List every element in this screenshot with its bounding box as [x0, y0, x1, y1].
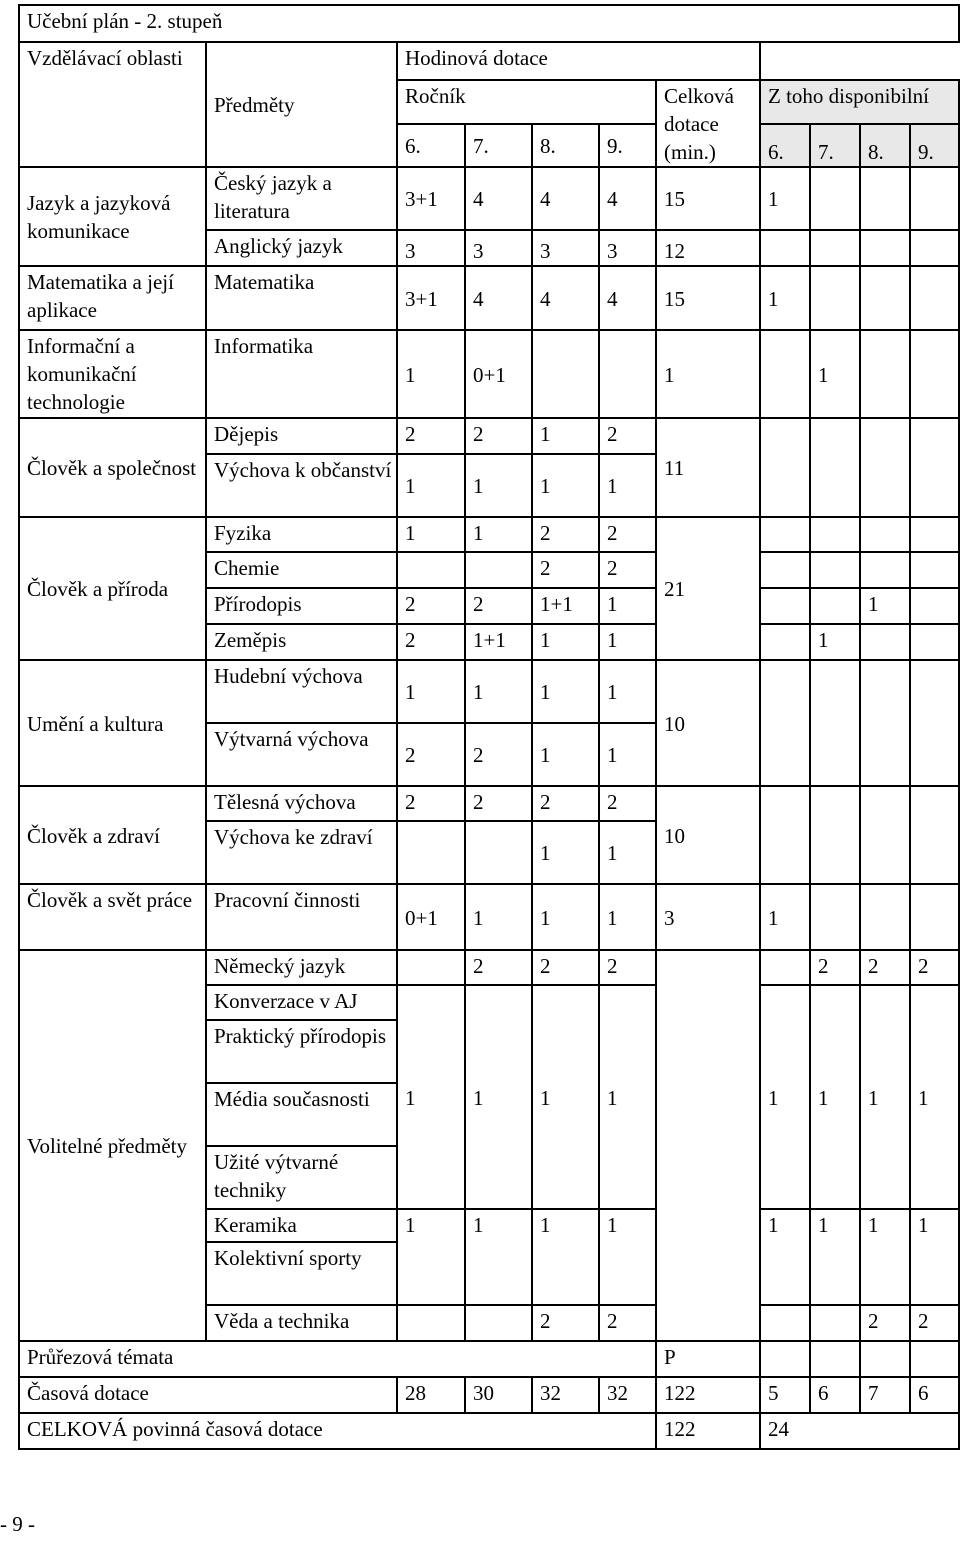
cell: 1	[397, 517, 465, 552]
cell: 2	[397, 786, 465, 821]
subject-english-conversation: Konverzace v AJ	[206, 985, 397, 1020]
cell	[810, 660, 860, 786]
cell-total: 11	[656, 418, 760, 517]
subject-science-tech: Věda a technika	[206, 1305, 397, 1341]
cell-total: 3	[656, 884, 760, 950]
total-disponible-value: 24	[760, 1413, 959, 1449]
subject-health: Výchova ke zdraví	[206, 821, 397, 884]
cell: 1	[599, 454, 656, 517]
page-number: - 9 -	[0, 1512, 35, 1536]
area-ict: Informační a komunikační technologie	[19, 330, 206, 418]
time-allocation-label: Časová dotace	[19, 1377, 397, 1413]
cell-total: 122	[656, 1377, 760, 1413]
cell: 1	[810, 1209, 860, 1305]
subject-civics: Výchova k občanství	[206, 454, 397, 517]
cell: 2	[599, 786, 656, 821]
grade-7: 7.	[465, 124, 532, 168]
cell: 1	[810, 330, 860, 418]
cell: 2	[465, 723, 532, 786]
cell	[760, 588, 810, 624]
cell	[860, 660, 910, 786]
cell	[860, 1341, 910, 1377]
cell: 2	[465, 786, 532, 821]
cell	[910, 418, 959, 517]
cell: 3+1	[397, 167, 465, 230]
cell	[810, 884, 860, 950]
cell: 2	[397, 624, 465, 660]
disp-grade-7: 7.	[810, 124, 860, 168]
cell	[760, 950, 810, 985]
area-nature: Člověk a příroda	[19, 517, 206, 660]
cell: 1	[599, 821, 656, 884]
cell: 1	[810, 985, 860, 1209]
cell	[599, 330, 656, 418]
subject-german: Německý jazyk	[206, 950, 397, 985]
cell: 1	[760, 167, 810, 230]
subject-pe: Tělesná výchova	[206, 786, 397, 821]
cell: 1	[397, 660, 465, 723]
cell	[910, 1341, 959, 1377]
cell	[910, 266, 959, 330]
cell: 2	[599, 552, 656, 588]
cell: 1+1	[465, 624, 532, 660]
cell: 1	[599, 985, 656, 1209]
cell: 1	[760, 884, 810, 950]
cell	[760, 517, 810, 552]
cell: 1	[397, 985, 465, 1209]
cell	[760, 786, 810, 884]
cell: 2	[532, 552, 599, 588]
cell	[810, 418, 860, 517]
cell	[860, 230, 910, 266]
cell	[465, 552, 532, 588]
area-language: Jazyk a jazyková komunikace	[19, 167, 206, 266]
cell	[760, 230, 810, 266]
cell	[910, 167, 959, 230]
cell	[397, 821, 465, 884]
cell	[810, 588, 860, 624]
cell-total: 12	[656, 230, 760, 266]
cell: 6	[810, 1377, 860, 1413]
subject-art: Výtvarná výchova	[206, 723, 397, 786]
cell: 1	[760, 985, 810, 1209]
subject-english: Anglický jazyk	[206, 230, 397, 266]
cell	[860, 884, 910, 950]
cell: 1+1	[532, 588, 599, 624]
cell: 2	[465, 588, 532, 624]
cell	[397, 1305, 465, 1341]
disp-grade-9: 9.	[910, 124, 959, 168]
cell: 2	[397, 588, 465, 624]
area-math: Matematika a její aplikace	[19, 266, 206, 330]
cell: 2	[599, 950, 656, 985]
cell: 2	[860, 1305, 910, 1341]
header-year: Ročník	[397, 80, 656, 124]
cell: 2	[810, 950, 860, 985]
area-society: Člověk a společnost	[19, 418, 206, 517]
cell: 1	[397, 1209, 465, 1305]
cell	[532, 330, 599, 418]
cell	[910, 330, 959, 418]
crosscutting-label: Průřezová témata	[19, 1341, 656, 1377]
cell	[760, 624, 810, 660]
subject-chemistry: Chemie	[206, 552, 397, 588]
cell	[860, 167, 910, 230]
cell: 1	[910, 1209, 959, 1305]
cell: 1	[760, 266, 810, 330]
cell	[760, 1305, 810, 1341]
cell: 2	[860, 950, 910, 985]
cell: 2	[599, 1305, 656, 1341]
cell: 1	[532, 624, 599, 660]
cell: 2	[910, 1305, 959, 1341]
cell: 2	[599, 418, 656, 454]
cell: 3	[397, 230, 465, 266]
grade-6: 6.	[397, 124, 465, 168]
subject-informatics: Informatika	[206, 330, 397, 418]
cell	[910, 884, 959, 950]
grade-8: 8.	[532, 124, 599, 168]
cell: 0+1	[397, 884, 465, 950]
cell: 1	[465, 660, 532, 723]
cell	[760, 330, 810, 418]
grade-9: 9.	[599, 124, 656, 168]
cell	[910, 786, 959, 884]
cell	[810, 167, 860, 230]
cell	[810, 1341, 860, 1377]
cell	[760, 552, 810, 588]
subject-physics: Fyzika	[206, 517, 397, 552]
cell-total: 1	[656, 330, 760, 418]
total-mandatory-value: 122	[656, 1413, 760, 1449]
cell: 2	[532, 786, 599, 821]
cell: 1	[465, 985, 532, 1209]
cell	[910, 660, 959, 786]
header-areas: Vzdělávací oblasti	[19, 42, 206, 167]
cell: 2	[532, 1305, 599, 1341]
cell: 1	[532, 660, 599, 723]
cell	[910, 624, 959, 660]
cell: 4	[599, 167, 656, 230]
cell: 1	[599, 660, 656, 723]
cell: 1	[532, 821, 599, 884]
cell: 4	[465, 167, 532, 230]
cell: 2	[397, 723, 465, 786]
cell: 1	[532, 884, 599, 950]
cell	[397, 552, 465, 588]
cell: 1	[860, 588, 910, 624]
cell: 32	[599, 1377, 656, 1413]
cell: 1	[599, 588, 656, 624]
cell: 2	[599, 517, 656, 552]
cell	[810, 786, 860, 884]
cell-total: 10	[656, 660, 760, 786]
header-total: Celková dotace (min.)	[656, 80, 760, 167]
cell: 1	[465, 517, 532, 552]
cell: 1	[532, 985, 599, 1209]
cell	[860, 266, 910, 330]
cell: 3	[532, 230, 599, 266]
cell: 1	[465, 454, 532, 517]
cell: 1	[397, 330, 465, 418]
subject-practical-biology: Praktický přírodopis	[206, 1020, 397, 1083]
cell-total: 15	[656, 266, 760, 330]
disp-grade-8: 8.	[860, 124, 910, 168]
cell-total	[656, 950, 760, 1341]
cell: 2	[465, 418, 532, 454]
cell-total: 21	[656, 517, 760, 660]
cell: 7	[860, 1377, 910, 1413]
cell: 0+1	[465, 330, 532, 418]
curriculum-table	[18, 4, 960, 1450]
cell	[465, 821, 532, 884]
cell: 32	[532, 1377, 599, 1413]
cell	[465, 1305, 532, 1341]
subject-art-techniques: Užité výtvarné techniky	[206, 1146, 397, 1209]
subject-math: Matematika	[206, 266, 397, 330]
cell	[810, 1305, 860, 1341]
subject-ceramics: Keramika	[206, 1209, 397, 1242]
cell: 2	[532, 517, 599, 552]
cell: 1	[910, 985, 959, 1209]
subject-history: Dějepis	[206, 418, 397, 454]
cell	[860, 624, 910, 660]
cell: 3	[465, 230, 532, 266]
cell	[397, 950, 465, 985]
cell: 30	[465, 1377, 532, 1413]
cell: 1	[810, 624, 860, 660]
subject-team-sports: Kolektivní sporty	[206, 1242, 397, 1305]
cell: 1	[599, 624, 656, 660]
header-blank	[760, 42, 959, 80]
total-mandatory-label: CELKOVÁ povinná časová dotace	[19, 1413, 656, 1449]
header-subjects: Předměty	[206, 42, 397, 167]
crosscutting-value: P	[656, 1341, 760, 1377]
cell: 5	[760, 1377, 810, 1413]
subject-music: Hudební výchova	[206, 660, 397, 723]
disp-grade-6: 6.	[760, 124, 810, 168]
cell: 28	[397, 1377, 465, 1413]
cell	[910, 588, 959, 624]
cell	[860, 552, 910, 588]
cell: 1	[532, 418, 599, 454]
cell: 1	[532, 454, 599, 517]
cell-total: 10	[656, 786, 760, 884]
subject-czech: Český jazyk a literatura	[206, 167, 397, 230]
cell: 4	[465, 266, 532, 330]
cell	[860, 517, 910, 552]
cell-total: 15	[656, 167, 760, 230]
cell: 1	[397, 454, 465, 517]
cell: 3	[599, 230, 656, 266]
cell: 4	[599, 266, 656, 330]
cell	[910, 517, 959, 552]
subject-media: Média současnosti	[206, 1083, 397, 1146]
cell: 4	[532, 266, 599, 330]
cell	[760, 1341, 810, 1377]
cell	[910, 552, 959, 588]
cell	[810, 230, 860, 266]
area-work: Člověk a svět práce	[19, 884, 206, 950]
cell: 2	[532, 950, 599, 985]
subject-work: Pracovní činnosti	[206, 884, 397, 950]
cell	[860, 786, 910, 884]
cell: 1	[860, 985, 910, 1209]
header-hours: Hodinová dotace	[397, 42, 760, 80]
cell: 1	[599, 884, 656, 950]
cell: 1	[599, 723, 656, 786]
cell	[810, 266, 860, 330]
cell: 2	[910, 950, 959, 985]
cell	[860, 330, 910, 418]
cell: 1	[599, 1209, 656, 1305]
area-arts: Umění a kultura	[19, 660, 206, 786]
cell: 3+1	[397, 266, 465, 330]
cell: 1	[532, 723, 599, 786]
cell	[910, 230, 959, 266]
area-electives: Volitelné předměty	[19, 950, 206, 1341]
cell: 4	[532, 167, 599, 230]
cell	[760, 660, 810, 786]
cell: 1	[465, 1209, 532, 1305]
cell: 1	[760, 1209, 810, 1305]
header-disponible: Z toho disponibilní	[760, 80, 959, 124]
cell: 6	[910, 1377, 959, 1413]
cell: 2	[397, 418, 465, 454]
cell: 2	[465, 950, 532, 985]
cell	[810, 517, 860, 552]
cell: 1	[465, 884, 532, 950]
area-health: Člověk a zdraví	[19, 786, 206, 884]
cell	[810, 552, 860, 588]
cell	[860, 418, 910, 517]
subject-geography: Zeměpis	[206, 624, 397, 660]
subject-biology: Přírodopis	[206, 588, 397, 624]
cell: 1	[860, 1209, 910, 1305]
table-title: Učební plán - 2. stupeň	[19, 5, 959, 42]
cell	[760, 418, 810, 517]
cell: 1	[532, 1209, 599, 1305]
